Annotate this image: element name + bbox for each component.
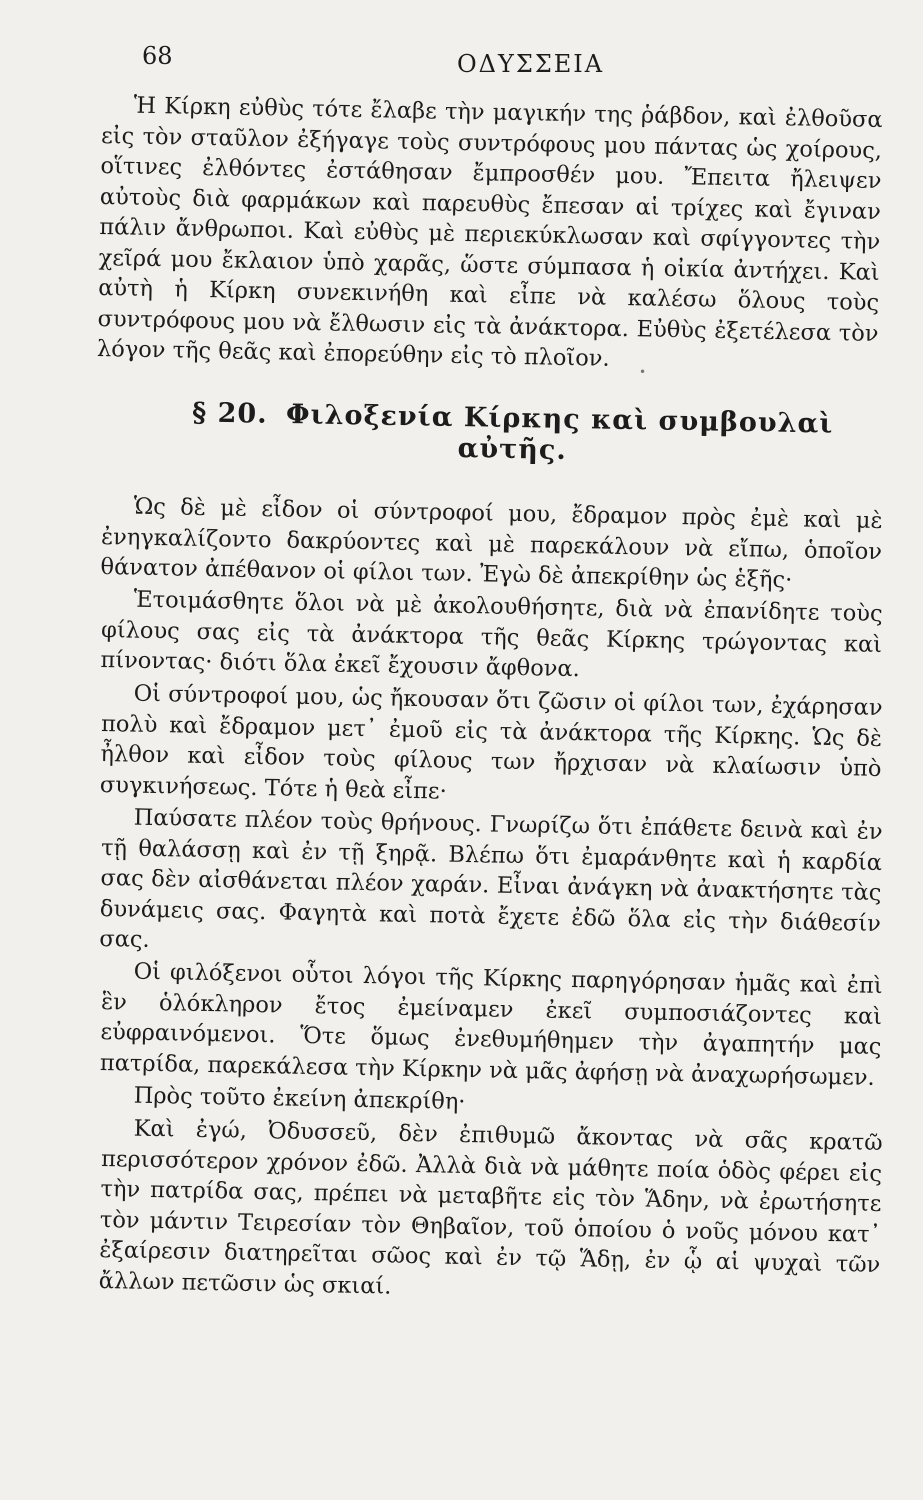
running-head [102, 38, 883, 88]
text-block-top [96, 90, 883, 372]
section-heading [142, 396, 884, 471]
text-block-section [98, 491, 883, 1299]
paragraph: Ἑτοιμάσθητε ὅλοι νὰ μὲ ἀκολουθήσητε, διὰ νὰ ἐπανίδητε τοὺς φίλους σας εἰς τὰ ἀνάκτορα τῆς θεᾶς Κίρκης τρώγοντας καὶ πίνοντας· διότι ὅλα ἐκεῖ ἔχουσιν ἄφθονα. [100, 586, 883, 683]
paragraph: Ὡς δὲ μὲ εἶδον οἱ σύντροφοί μου, ἔδραμον πρὸς ἐμὲ καὶ μὲ ἐνηγκαλίζοντο δακρύοντες καὶ μὲ παρεκάλουν νὰ εἴπω, ὁποῖον θάνατον ἀπέθανον οἱ φίλοι των. Ἐγὼ δὲ ἀπεκρίθην ὡς ἑξῆς· [100, 493, 883, 593]
paragraph: Παύσατε πλέον τοὺς θρήνους. Γνωρίζω ὅτι ἐπάθετε δεινὰ καὶ ἐν τῇ θαλάσσῃ καὶ ἐν τῇ ξηρᾷ. Βλέπω ὅτι ἐμαράνθητε καὶ ἡ καρδία σας δὲν αἰσθάνεται πλέον χαράν. Εἶναι ἀνάγκη νὰ ἀνακτήσητε τὰς δυνάμεις σας. Φαγητὰ καὶ ποτὰ ἔχετε ἐδῶ ὅλα εἰς τὴν διάθεσίν σας. [99, 804, 883, 953]
section-number: § 20. [191, 396, 268, 430]
section-title: Φιλοξενία Κίρκης καὶ συμβουλαὶ αὐτῆς. [285, 398, 834, 466]
paragraph: Οἱ φιλόξενοι οὗτοι λόγοι τῆς Κίρκης παρηγόρησαν ἡμᾶς καὶ ἐπὶ ἓν ὁλόκληρον ἔτος ἐμείναμεν ἐκεῖ συμποσιάζοντες καὶ εὐφραινόμενοι. Ὅτε ὅμως ἐνεθυμήθημεν τὴν ἀγαπητήν μας πατρίδα, παρεκάλεσα τὴν Κίρκην νὰ μᾶς ἀφήσῃ νὰ ἀναχωρήσωμεν. [99, 958, 883, 1091]
ornament-mark: • [638, 364, 647, 379]
running-title: ΟΔΥΣΣΕΙΑ [457, 50, 605, 78]
paragraph: Ἡ Κίρκη εὐθὺς τότε ἔλαβε τὴν μαγικήν της ῥάβδον, καὶ ἐλθοῦσα εἰς τὸν σταῦλον ἐξήγαγε τοὺς συντρόφους μου πάντας ὡς χοίρους, οἵτινες ἐλθόντες ἐστάθησαν ἔμπροσθέν μου. Ἔπειτα ἤλειψεν αὐτοὺς διὰ φαρμάκων καὶ παρευθὺς ἔπεσαν αἱ τρίχες καὶ ἔγιναν πάλιν ἄνθρωποι. Καὶ εὐθὺς μὲ περιεκύκλωσαν καὶ σφίγγοντες τὴν χεῖρά μου ἔκλαιον ὑπὸ χαρᾶς, ὥστε σύμπασα ἡ οἰκία ἀντήχει. Καὶ αὐτὴ ἡ Κίρκη συνεκινήθη καὶ εἶπε νὰ καλέσω ὅλους τοὺς συντρόφους μου νὰ ἔλθωσιν εἰς τὰ ἀνάκτορα. Εὐθὺς ἐξετέλεσα τὸν λόγον τῆς θεᾶς καὶ ἐπορεύθην εἰς τὸ πλοῖον. [96, 92, 883, 372]
page-number: 68 [142, 42, 173, 70]
paragraph: Οἱ σύντροφοί μου, ὡς ἤκουσαν ὅτι ζῶσιν οἱ φίλοι των, ἐχάρησαν πολὺ καὶ ἔδραμον μετ᾽ ἐμοῦ εἰς τὰ ἀνάκτορα τῆς Κίρκης. Ὡς δὲ ἦλθον καὶ εἶδον τοὺς φίλους των ἤρχισαν νὰ κλαίωσιν ὑπὸ συγκινήσεως. Τότε ἡ θεὰ εἶπε· [99, 680, 883, 804]
paragraph: Πρὸς τοῦτο ἐκείνη ἀπεκρίθη· [133, 1082, 466, 1115]
paragraph: Καὶ ἐγώ, Ὀδυσσεῦ, δὲν ἐπιθυμῶ ἄκοντας νὰ σᾶς κρατῶ περισσότερον χρόνον ἐδῶ. Ἀλλὰ διὰ νὰ μάθητε ποία ὁδὸς φέρει εἰς τὴν πατρίδα σας, πρέπει νὰ μεταβῆτε εἰς τὸν Ἅδην, νὰ ἐρωτήσητε τὸν μάντιν Τειρεσίαν τὸν Θηβαῖον, τοῦ ὁποίου ὁ νοῦς μόνου κατ᾽ ἐξαίρεσιν διατηρεῖται σῶος καὶ ἐν τῷ Ἅδῃ, ἐν ᾧ αἱ ψυχαὶ τῶν ἄλλων πετῶσιν ὡς σκιαί. [98, 1115, 883, 1299]
